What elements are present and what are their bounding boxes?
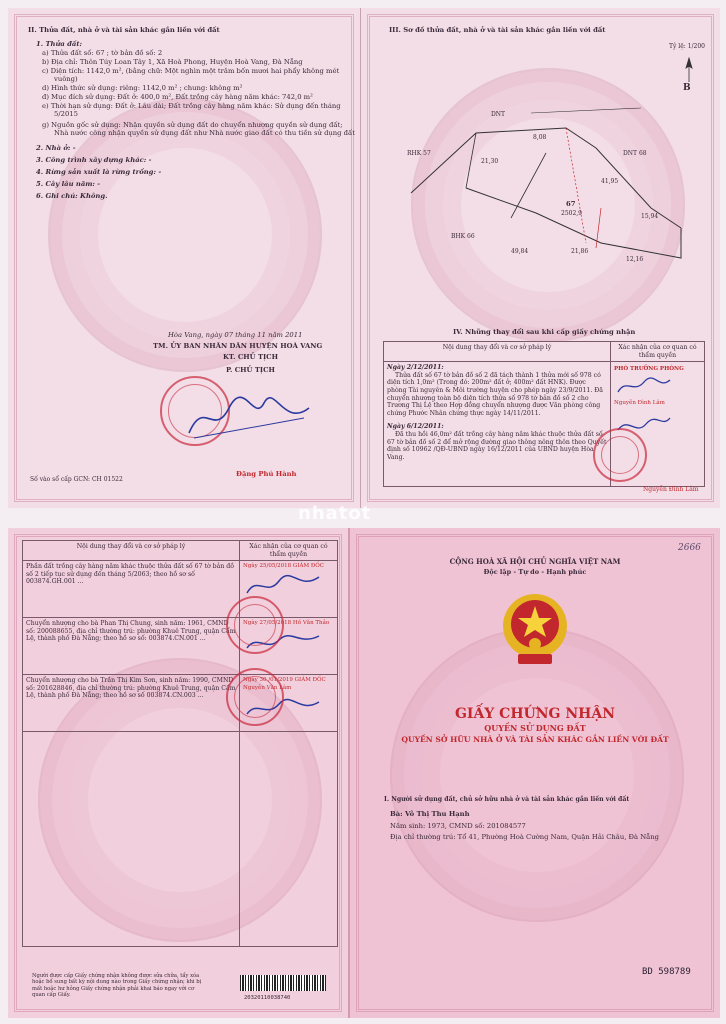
official-seal-icon <box>226 668 284 726</box>
map-label: 41,95 <box>601 178 619 185</box>
certificate-subtitle-2: QUYỀN SỞ HỮU NHÀ Ở VÀ TÀI SẢN KHÁC GẮN LIỀN VỚI ĐẤT <box>401 735 669 744</box>
changes-title: IV. Những thay đổi sau khi cấp giấy chứng nhận <box>453 328 636 336</box>
map-section-title: III. Sơ đồ thửa đất, nhà ở và tài sản khác gắn liền với đất <box>389 26 606 34</box>
column-header: Xác nhận của cơ quan có thẩm quyền <box>611 342 705 362</box>
owner-section-title: I. Người sử dụng đất, chủ sở hữu nhà ở và tài sản khác gắn liền với đất <box>384 796 630 803</box>
transfer-text: Phần đất trồng cây hàng năm khác thuộc thửa đất số 67 tờ bản đồ số 2 tiếp tục sử dụng đến tháng 5/2063; theo hồ sơ số 003874.GH.001 ... <box>23 561 240 618</box>
map-label: 67 <box>566 200 576 208</box>
authority-3: P. CHỦ TỊCH <box>226 366 275 374</box>
column-header: Nội dung thay đổi và cơ sở pháp lý <box>384 342 611 362</box>
map-label: RHK 57 <box>407 150 431 157</box>
transfer-text: Chuyển nhượng cho bà Phan Thị Chung, sinh năm: 1961, CMND số: 200088655, địa chỉ thường trú: phường Khuê Trung, quận Cẩm Lệ, thành phố Đà Nẵng; theo hồ sơ số: 003874.CN.001 ... <box>23 618 240 675</box>
empty-cell <box>240 732 338 947</box>
certificate-cover <box>350 528 720 1018</box>
land-heading: 1. Thửa đất: <box>36 40 82 48</box>
table-row <box>384 362 705 487</box>
map-label: DNT <box>491 111 506 118</box>
purpose: đ) Mục đích sử dụng: Đất ở: 400,0 m², Đất trồng cây hàng năm khác: 742,0 m² <box>42 93 313 101</box>
column-header: Nội dung thay đổi và cơ sở pháp lý <box>23 541 240 561</box>
changes-table <box>383 341 705 487</box>
certificate-title: GIẤY CHỨNG NHẬN <box>454 706 616 722</box>
table-row <box>23 561 338 618</box>
table-row <box>23 618 338 675</box>
table-header-row <box>23 541 338 561</box>
term: e) Thời hạn sử dụng: Đất ở: Lâu dài; Đất trồng cây hàng năm khác: Sử dụng đến tháng <box>42 102 341 110</box>
official-seal-icon <box>226 596 284 654</box>
perennial: 5. Cây lâu năm: - <box>36 180 101 188</box>
table-row <box>23 675 338 732</box>
signature-icon <box>614 374 674 398</box>
usage-form: d) Hình thức sử dụng: riêng: 1142,0 m² ; chung: không m² <box>42 84 243 92</box>
country-name: CỘNG HOÀ XÃ HỘI CHỦ NGHĨA VIỆT NAM <box>449 557 621 566</box>
confirm-signer: Nguyễn Đình Lâm <box>614 400 665 407</box>
transfer-history-panel <box>8 528 350 1018</box>
owner-name: Bà: Võ Thị Thu Hạnh <box>390 810 470 818</box>
entry-date: Ngày 2/12/2011: <box>387 364 444 372</box>
entry-text: Thửa đất số 67 tờ bản đồ số 2 đã tách thành 1 thửa mới số 978 có diện tích 1,0m² (Trong đó: 200m² đất ở; 400m² đất HNK). Được phòng Tài nguyên & Môi trường huyện cho phép ngày 23/9/2011. Đã chuyển nhượng toàn bộ diện tích thửa số 978 tờ bản đồ số 2 cho Trương Thị Lệ theo Hợp đồng chuyển nhượng được Văn phòng công chứng Phước Nhân chứng thực ngày 14/11/2011. <box>387 371 603 417</box>
footnote: Người được cấp Giấy chứng nhận không được sửa chữa, tẩy xóa hoặc bổ sung bất kỳ nội dung nào trong Giấy chứng nhận; khi bị mất hoặc hư hỏng Giấy chứng nhận phải khai báo ngay với cơ quan cấp Giấy. <box>32 973 202 999</box>
map-label: 2502,9 <box>561 210 582 217</box>
confirm-text: Ngày 30 /01/2019 GIÁM ĐỐC Nguyễn Văn Lâm <box>243 677 326 691</box>
owner-residence: Địa chỉ thường trú: Tổ 41, Phường Hoà Cường Nam, Quận Hải Châu, Đà Nẵng <box>390 833 659 841</box>
parcel-number: a) Thửa đất số: 67 ; tờ bản đồ số: 2 <box>42 49 163 57</box>
certificate-subtitle-1: QUYỀN SỬ DỤNG ĐẤT <box>484 723 586 733</box>
serial-number: BD 598789 <box>642 967 691 977</box>
term-cont: 5/2015 <box>54 110 78 118</box>
motto: Độc lập - Tự do - Hạnh phúc <box>483 568 587 576</box>
signer-name: Nguyễn Đình Lâm <box>643 486 699 493</box>
certificate-cover-pages <box>8 528 720 1018</box>
map-label: 15,94 <box>641 213 659 220</box>
house: 2. Nhà ở: - <box>36 144 76 152</box>
map-label: 12,16 <box>626 256 644 263</box>
forest: 4. Rừng sản xuất là rừng trồng: - <box>36 168 162 176</box>
entry-text: Đã thu hồi 46,0m² đất trồng cây hàng năm khác thuộc thửa đất số 67 tờ bản đồ số 2 để mở rộng đường giao thông nông thôn theo Quyết định số 10962 /QĐ-UBND ngày 16/12/2011 của UBND huyện Hòa Vang. <box>387 430 607 461</box>
empty-cell <box>23 732 240 947</box>
map-label: 21,30 <box>481 158 499 165</box>
barcode-icon <box>240 975 326 991</box>
handwritten-number: 2666 <box>678 543 701 553</box>
barcode-number: 20320110038740 <box>244 995 291 1001</box>
entry-date: Ngày 6/12/2011: <box>387 423 444 431</box>
area: c) Diện tích: 1142,0 m², (bằng chữ: Một nghìn một trăm bốn mươi hai phẩy không mét <box>42 67 340 75</box>
authority: TM. ỦY BAN NHÂN DÂN HUYỆN HOÀ VANG <box>153 342 323 350</box>
column-header: Xác nhận của cơ quan có thẩm quyền <box>240 541 338 561</box>
address: b) Địa chỉ: Thôn Túy Loan Tây 1, Xã Hoà Phong, Huyện Hoà Vang, Đà Nẵng <box>42 58 303 66</box>
table-header-row <box>384 342 705 362</box>
place-date: Hòa Vang, ngày 07 tháng 11 năm 2011 <box>168 331 303 339</box>
north-arrow-icon <box>686 58 692 82</box>
signature-icon <box>184 388 314 448</box>
origin-cont: Nhà nước công nhận quyền sử dụng đất như Nhà nước giao đất có thu tiền sử dụng đất <box>54 129 355 137</box>
confirm-text: Ngày 25/05/2018 GIÁM ĐỐC <box>243 563 324 570</box>
owner-birth-id: Năm sinh: 1973, CMND số: 201084577 <box>390 822 526 830</box>
notes: 6. Ghi chú: Không. <box>36 192 108 200</box>
signer-name: Đặng Phú Hành <box>236 470 297 478</box>
transfer-text: Chuyển nhượng cho bà Trần Thị Kim Sơn, sinh năm: 1990, CMND số: 201628846, địa chỉ thường trú: phường Khuê Trung, quận Cẩm Lệ, thành phố Đà Nẵng; theo hồ sơ số 003874.CN.003 ... <box>23 675 240 732</box>
official-seal-icon <box>593 428 647 482</box>
map-label: 49,84 <box>511 248 529 255</box>
registry-number: Số vào sổ cấp GCN: CH 01522 <box>30 476 123 483</box>
site-watermark: nhatot <box>298 503 372 524</box>
national-emblem-icon <box>500 590 570 670</box>
rosette-watermark <box>390 628 684 922</box>
land-map-panel <box>361 8 720 508</box>
construction: 3. Công trình xây dựng khác: - <box>36 156 152 164</box>
origin: g) Nguồn gốc sử dụng: Nhận quyền sử dụng đất do chuyển nhượng quyền sử dụng đất; <box>42 121 343 129</box>
map-scale: Tỷ lệ: 1/200 <box>669 43 705 50</box>
authority-2: KT. CHỦ TỊCH <box>223 353 279 361</box>
table-row <box>23 732 338 947</box>
map-label: 21,86 <box>571 248 589 255</box>
land-info-panel <box>8 8 361 508</box>
confirm-text: Ngày 27/05/2018 Hồ Văn Thảo <box>243 620 330 627</box>
section-title: II. Thửa đất, nhà ở và tài sản khác gắn liền với đất <box>28 26 220 34</box>
map-label: BHK 66 <box>451 233 475 240</box>
stamp-label: PHÓ TRƯỞNG PHÒNG <box>614 366 684 373</box>
north-arrow-label: B <box>683 83 691 93</box>
change-entry <box>384 362 611 487</box>
parcel-map <box>381 78 681 278</box>
area-cont: vuông) <box>54 75 78 83</box>
certificate-inner-pages <box>8 8 720 524</box>
map-label: 8,08 <box>533 134 547 141</box>
map-label: DNT 68 <box>623 150 647 157</box>
transfer-table <box>22 540 338 947</box>
